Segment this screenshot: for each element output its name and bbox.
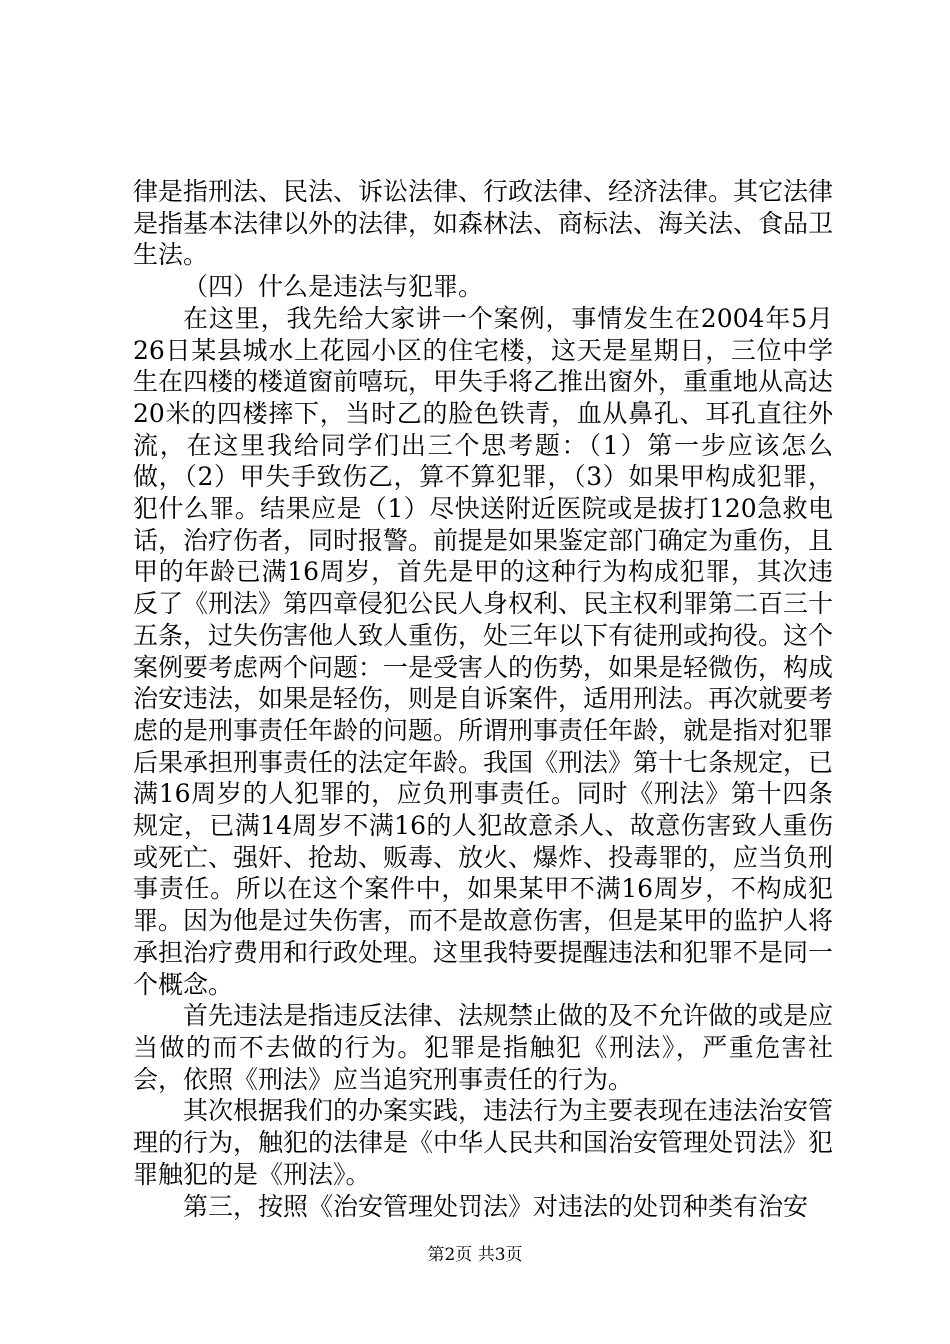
paragraph-4: 首先违法是指违反法律、法规禁止做的及不允许做的或是应当做的而不去做的行为。犯罪是指触犯《刑法》，严重危害社会，依照《刑法》应当追究刑事责任的行为。 — [133, 1001, 834, 1094]
paragraph-3-case: 在这里，我先给大家讲一个案例，事情发生在2004年5月26日某县城水上花园小区的住宅楼，这天是星期日，三位中学生在四楼的楼道窗前嘻玩，甲失手将乙推出窗外，重重地从高达20米的四楼摔下，当时乙的脸色铁青，血从鼻孔、耳孔直往外流，在这里我给同学们出三个思考题：（1）第一步应该怎么做，（2）甲失手致伤乙，算不算犯罪，（3）如果甲构成犯罪，犯什么罪。结果应是（1）尽快送附近医院或是拔打120急救电话，治疗伤者，同时报警。前提是如果鉴定部门确定为重伤，且甲的年龄已满16周岁，首先是甲的这种行为构成犯罪，其次违反了《刑法》第四章侵犯公民人身权利、民主权利罪第二百三十五条，过失伤害他人致人重伤，处三年以下有徒刑或拘役。这个案例要考虑两个问题：一是受害人的伤势，如果是轻微伤，构成治安违法，如果是轻伤，则是自诉案件，适用刑法。再次就要考虑的是刑事责任年龄的问题。所谓刑事责任年龄，就是指对犯罪后果承担刑事责任的法定年龄。我国《刑法》第十七条规定，已满16周岁的人犯罪的，应负刑事责任。同时《刑法》第十四条规定，已满14周岁不满16的人犯故意杀人、故意伤害致人重伤或死亡、强奸、抢劫、贩毒、放火、爆炸、投毒罪的，应当负刑事责任。所以在这个案件中，如果某甲不满16周岁，不构成犯罪。因为他是过失伤害，而不是故意伤害，但是某甲的监护人将承担治疗费用和行政处理。这里我特要提醒违法和犯罪不是同一个概念。 — [133, 303, 834, 999]
paragraph-2-heading: （四）什么是违法与犯罪。 — [183, 272, 484, 302]
paragraph-5: 其次根据我们的办案实践，违法行为主要表现在违法治安管理的行为，触犯的法律是《中华人民共和国治安管理处罚法》犯罪触犯的是《刑法》。 — [133, 1096, 834, 1189]
paragraph-6: 第三，按照《治安管理处罚法》对违法的处罚种类有治安 — [183, 1191, 809, 1221]
page-footer: 第2页 共3页 — [427, 1245, 523, 1265]
paragraph-1: 律是指刑法、民法、诉讼法律、行政法律、经济法律。其它法律是指基本法律以外的法律，如森林法、商标法、海关法、食品卫生法。 — [133, 177, 834, 270]
document-body — [133, 176, 833, 1222]
